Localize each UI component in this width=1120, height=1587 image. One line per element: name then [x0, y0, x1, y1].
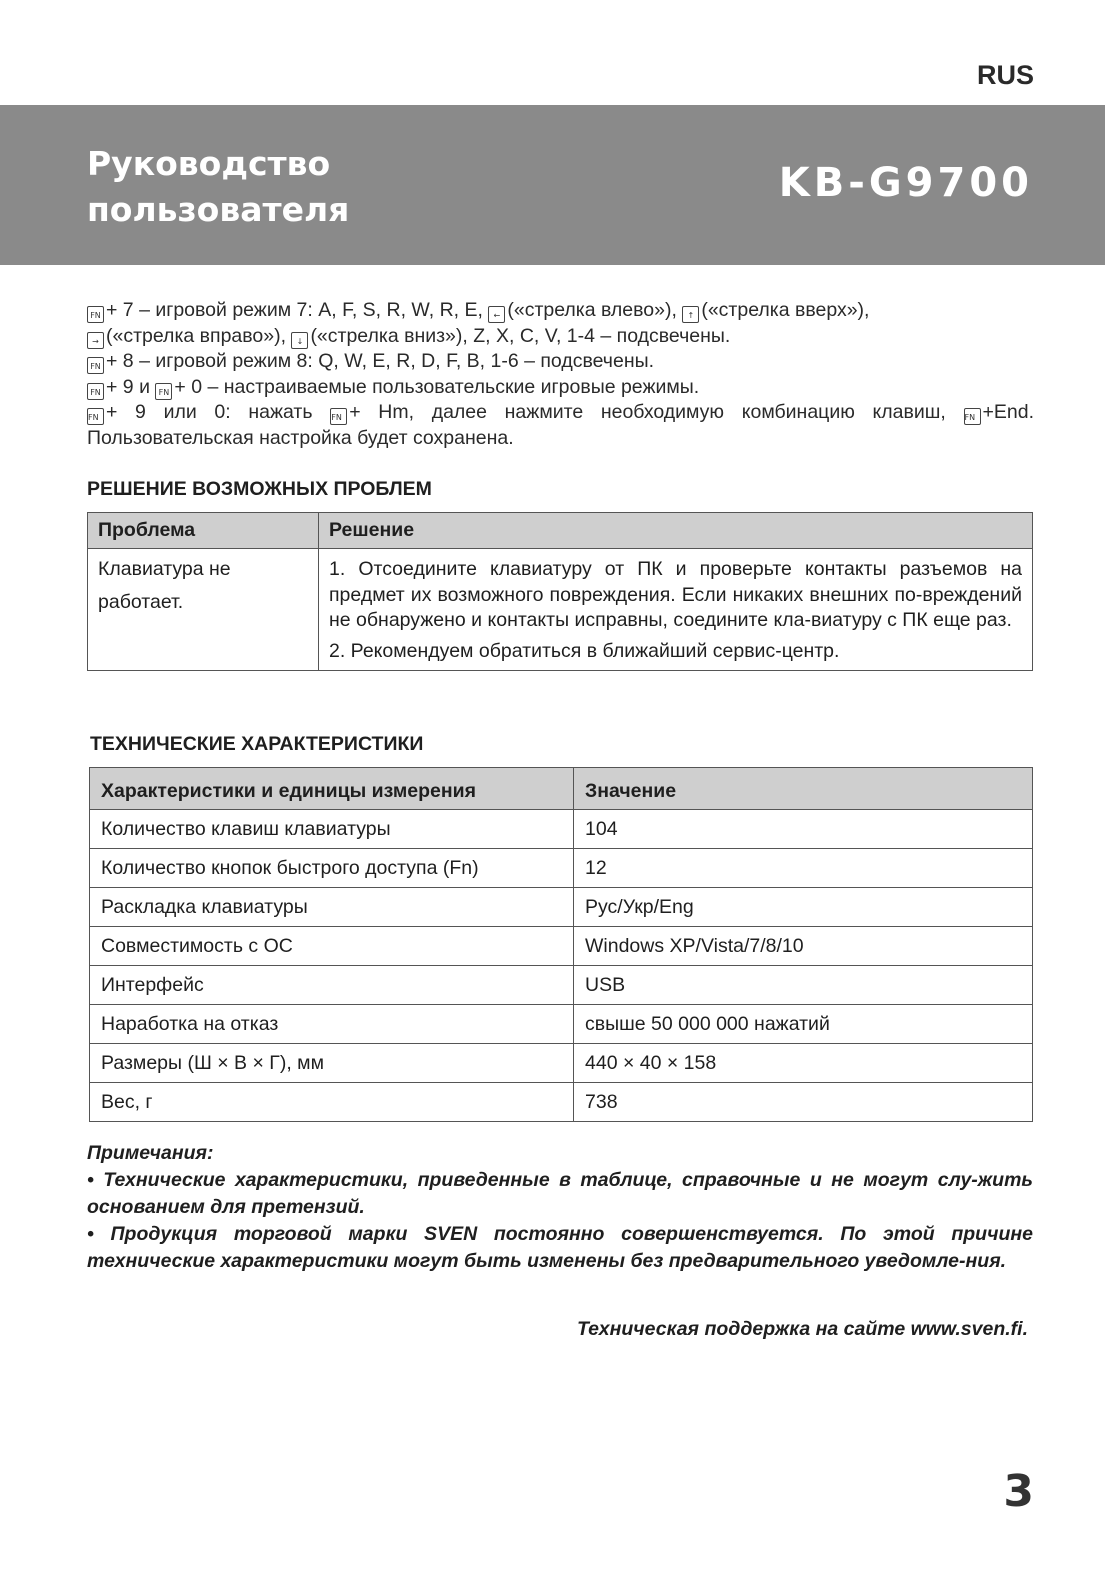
game-modes-text: [87, 298, 1034, 451]
solution-cell: [319, 549, 1033, 671]
spec-parameter: Наработка на отказ: [90, 1005, 574, 1044]
spec-value: 440 × 40 × 158: [574, 1044, 1033, 1083]
spec-value: свыше 50 000 000 нажатий: [574, 1005, 1033, 1044]
solution-step-2: 2. Рекомендуем обратиться в ближайший сервис-центр.: [329, 639, 840, 662]
model-name: KB-G9700: [778, 160, 1033, 206]
specs-table: [89, 767, 1033, 1122]
spec-parameter: Раскладка клавиатуры: [90, 888, 574, 927]
intro-line-6: Пользовательская настройка будет сохранена.: [87, 426, 514, 449]
spec-parameter: Количество кнопок быстрого доступа (Fn): [90, 849, 574, 888]
spec-parameter: Интерфейс: [90, 966, 574, 1005]
spec-value: Рус/Укр/Eng: [574, 888, 1033, 927]
solution-step-1: 1. Отсоедините клавиатуру от ПК и проверьте контакты разъемов на предмет их возможного повреждения. Если никаких внешних по-вреждений не обнаружено и контакты исправны, соедините кла-виатуру с ПК еще раз.: [329, 558, 1022, 631]
language-label: RUS: [976, 60, 1034, 90]
intro-line-5: FN + 9 или 0: нажать FN + Hm, далее нажмите необходимую комбинацию клавиш, FN +End.: [88, 401, 1035, 423]
table-header-row: [90, 768, 1033, 810]
manual-title-line1: Руководство: [87, 144, 331, 183]
spec-value: 738: [574, 1083, 1033, 1122]
table-row: [90, 810, 1033, 849]
manual-title: [87, 141, 349, 233]
troubleshooting-table: [87, 512, 1033, 671]
column-header-value: Значение: [574, 768, 1033, 810]
arrow-up-key-icon: ↑: [682, 306, 699, 323]
fn-key-icon: FN: [964, 408, 981, 425]
fn-key-icon: FN: [330, 408, 347, 425]
spec-value: Windows XP/Vista/7/8/10: [574, 927, 1033, 966]
intro-line-4: FN + 9 и FN + 0 – настраиваемые пользовательские игровые режимы.: [87, 375, 1034, 401]
notes-block: [87, 1140, 1033, 1275]
header-banner: [0, 105, 1105, 265]
table-row: [90, 1083, 1033, 1122]
troubleshooting-heading: РЕШЕНИЕ ВОЗМОЖНЫХ ПРОБЛЕМ: [87, 478, 432, 500]
spec-value: 12: [574, 849, 1033, 888]
arrow-left-key-icon: ←: [488, 306, 505, 323]
spec-value: USB: [574, 966, 1033, 1005]
table-row: [90, 849, 1033, 888]
column-header-parameter: Характеристики и единицы измерения: [90, 768, 574, 810]
fn-key-icon: FN: [155, 383, 172, 400]
specs-heading: ТЕХНИЧЕСКИЕ ХАРАКТЕРИСТИКИ: [90, 733, 424, 755]
manual-title-line2: пользователя: [87, 190, 350, 229]
fn-key-icon: FN: [87, 408, 104, 425]
column-header-problem: Проблема: [88, 513, 319, 549]
fn-key-icon: FN: [87, 383, 104, 400]
arrow-right-key-icon: →: [87, 332, 104, 349]
table-row: [90, 1005, 1033, 1044]
table-row: [90, 888, 1033, 927]
table-row: [90, 1044, 1033, 1083]
note-item: • Продукция торговой марки SVEN постоянно совершенствуется. По этой причине технические характеристики могут быть изменены без предварительного уведомле-ния.: [87, 1223, 1033, 1272]
fn-key-icon: FN: [87, 306, 104, 323]
note-item: • Технические характеристики, приведенные в таблице, справочные и не могут слу-жить основанием для претензий.: [87, 1169, 1033, 1218]
spec-value: 104: [574, 810, 1033, 849]
page-number: 3: [1003, 1466, 1034, 1517]
spec-parameter: Совместимость с ОС: [90, 927, 574, 966]
spec-parameter: Вес, г: [90, 1083, 574, 1122]
fn-key-icon: FN: [87, 357, 104, 374]
spec-parameter: Количество клавиш клавиатуры: [90, 810, 574, 849]
table-row: [90, 966, 1033, 1005]
spec-parameter: Размеры (Ш × В × Г), мм: [90, 1044, 574, 1083]
table-row: [90, 927, 1033, 966]
arrow-down-key-icon: ↓: [291, 332, 308, 349]
table-header-row: [88, 513, 1033, 549]
support-text: Техническая поддержка на сайте www.sven.fi.: [576, 1318, 1028, 1340]
intro-line-1: FN + 7 – игровой режим 7: A, F, S, R, W, R, E, ← («стрелка влево»), ↑ («стрелка вверх»),: [87, 298, 1034, 324]
column-header-solution: Решение: [319, 513, 1033, 549]
intro-line-2: → («стрелка вправо»), ↓ («стрелка вниз»), Z, X, C, V, 1-4 – подсвечены.: [87, 324, 1034, 350]
intro-line-3: FN + 8 – игровой режим 8: Q, W, E, R, D, F, B, 1-6 – подсвечены.: [87, 349, 1034, 375]
problem-cell: Клавиатура не работает.: [88, 549, 319, 671]
notes-title: Примечания:: [87, 1142, 214, 1164]
table-row: [88, 549, 1033, 671]
